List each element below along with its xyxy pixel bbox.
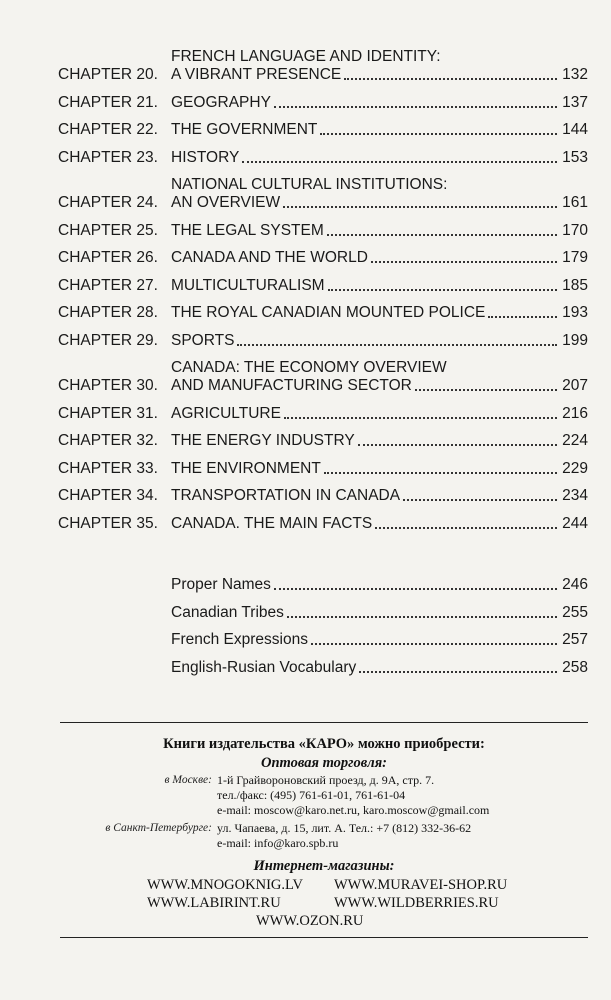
chapter-label: CHAPTER 32. — [58, 432, 158, 449]
shop-link[interactable]: WWW.MURAVEI-SHOP.RU — [334, 877, 508, 893]
table-of-contents — [58, 48, 588, 542]
page-number: 246 — [562, 576, 588, 593]
chapter-label: CHAPTER 30. — [58, 377, 158, 394]
chapter-title: THE ENERGY INDUSTRY — [171, 432, 355, 449]
toc-entry — [58, 515, 588, 533]
toc-entry — [58, 304, 588, 322]
address-line: ул. Чапаева, д. 15, лит. А. Тел.: +7 (812) 332-36-62 — [217, 821, 472, 835]
page-number: 161 — [562, 194, 588, 211]
shop-link[interactable]: WWW.LABIRINT.RU — [147, 895, 281, 911]
chapter-title: CANADA AND THE WORLD — [171, 249, 368, 266]
chapter-label: CHAPTER 29. — [58, 331, 158, 349]
page-number: 216 — [562, 404, 588, 422]
leader-dots — [415, 388, 557, 391]
page-number: 199 — [562, 331, 588, 349]
appendix-title: English-Rusian Vocabulary — [171, 658, 357, 676]
chapter-label: CHAPTER 24. — [58, 194, 158, 211]
toc-entry — [58, 48, 588, 84]
leader-dots — [359, 670, 557, 673]
appendix-title: Proper Names — [171, 576, 271, 593]
leader-dots — [274, 587, 557, 590]
phone-line: тел./факс: (495) 761-61-01, 761-61-04 — [217, 788, 406, 802]
page-number: 144 — [562, 121, 588, 138]
toc-entry — [58, 176, 588, 212]
address-line: 1-й Грайвороновский проезд, д. 9А, стр. 7. — [217, 773, 435, 787]
leader-dots — [274, 105, 557, 108]
chapter-title: AGRICULTURE — [171, 404, 281, 422]
toc-entry — [58, 432, 588, 450]
chapter-label: CHAPTER 34. — [58, 487, 158, 504]
spb-city-label: в Санкт-Петербурге: — [105, 822, 212, 834]
shop-link[interactable]: WWW.WILDBERRIES.RU — [334, 895, 499, 911]
chapter-title-line: AND MANUFACTURING SECTOR — [171, 377, 412, 394]
appendix-entry — [171, 631, 588, 649]
leader-dots — [237, 343, 557, 346]
page-number: 170 — [562, 221, 588, 239]
chapter-label: CHAPTER 20. — [58, 66, 158, 83]
chapter-title: THE LEGAL SYSTEM — [171, 221, 324, 239]
spb-address — [217, 821, 471, 851]
toc-entry — [58, 121, 588, 139]
leader-dots — [327, 233, 557, 236]
page-number: 258 — [562, 658, 588, 676]
email-line: e-mail: info@karo.spb.ru — [217, 836, 339, 850]
moscow-address — [217, 773, 489, 818]
leader-dots — [320, 132, 557, 135]
chapter-title: SPORTS — [171, 331, 235, 349]
chapter-title-line: FRENCH LANGUAGE AND IDENTITY: — [171, 48, 441, 65]
chapter-title-line: AN OVERVIEW — [171, 194, 281, 211]
chapter-label: CHAPTER 27. — [58, 276, 158, 294]
moscow-city-label: в Москве: — [164, 774, 212, 786]
leader-dots — [311, 642, 557, 645]
toc-entry — [58, 222, 588, 240]
leader-dots — [371, 260, 557, 263]
shop-link[interactable]: WWW.OZON.RU — [256, 913, 364, 929]
page-number: 193 — [562, 304, 588, 321]
chapter-title: THE GOVERNMENT — [171, 121, 318, 138]
online-shops-heading: Интернет-магазины: — [253, 858, 395, 874]
email-line: e-mail: moscow@karo.net.ru, karo.moscow@gmail.com — [217, 803, 490, 817]
chapter-title: TRANSPORTATION IN CANADA — [171, 487, 401, 504]
page-number: 137 — [562, 93, 588, 111]
chapter-title: THE ROYAL CANADIAN MOUNTED POLICE — [171, 304, 486, 321]
leader-dots — [328, 288, 557, 291]
chapter-title: MULTICULTURALISM — [171, 276, 325, 294]
toc-entry — [58, 277, 588, 295]
page-number: 185 — [562, 276, 588, 294]
chapter-title-line: CANADA: THE ECONOMY OVERVIEW — [171, 359, 447, 376]
chapter-title: THE ENVIRONMENT — [171, 459, 321, 477]
chapter-label: CHAPTER 25. — [58, 221, 158, 239]
toc-entry — [58, 359, 588, 395]
leader-dots — [403, 498, 557, 501]
leader-dots — [284, 416, 557, 419]
chapter-title: GEOGRAPHY — [171, 93, 271, 111]
bottom-divider — [60, 937, 588, 938]
chapter-label: CHAPTER 33. — [58, 459, 158, 477]
page-number: 255 — [562, 603, 588, 621]
toc-entry — [58, 149, 588, 167]
chapter-label: CHAPTER 21. — [58, 93, 158, 111]
page-number: 224 — [562, 432, 588, 449]
page-number: 132 — [562, 66, 588, 83]
leader-dots — [283, 205, 557, 208]
toc-entry — [58, 94, 588, 112]
appendix-entry — [171, 576, 588, 594]
leader-dots — [324, 471, 557, 474]
chapter-label: CHAPTER 23. — [58, 148, 158, 166]
appendix-list — [171, 576, 588, 686]
chapter-label: CHAPTER 28. — [58, 304, 158, 321]
chapter-title: CANADA. THE MAIN FACTS — [171, 514, 373, 532]
chapter-label: CHAPTER 22. — [58, 121, 158, 138]
page-number: 207 — [562, 377, 588, 394]
advert-title: Книги издательства «КАРО» можно приобрести: — [163, 736, 485, 752]
leader-dots — [344, 77, 557, 80]
chapter-label: CHAPTER 31. — [58, 404, 158, 422]
appendix-entry — [171, 604, 588, 622]
leader-dots — [488, 315, 557, 318]
toc-entry — [58, 332, 588, 350]
wholesale-heading: Оптовая торговля: — [260, 755, 387, 771]
chapter-label: CHAPTER 26. — [58, 249, 158, 266]
chapter-title-line: A VIBRANT PRESENCE — [171, 66, 342, 83]
page-number: 229 — [562, 459, 588, 477]
leader-dots — [375, 526, 557, 529]
appendix-title: French Expressions — [171, 631, 308, 648]
appendix-entry — [171, 659, 588, 677]
toc-entry — [58, 249, 588, 267]
page-number: 153 — [562, 148, 588, 166]
leader-dots — [358, 443, 557, 446]
page-number: 179 — [562, 249, 588, 266]
chapter-title-line: NATIONAL CULTURAL INSTITUTIONS: — [171, 176, 448, 193]
chapter-title: HISTORY — [171, 148, 240, 166]
chapter-label: CHAPTER 35. — [58, 514, 158, 532]
shop-link[interactable]: WWW.MNOGOKNIG.LV — [147, 877, 303, 893]
page-number: 244 — [562, 514, 588, 532]
leader-dots — [287, 615, 557, 618]
leader-dots — [242, 160, 557, 163]
appendix-title: Canadian Tribes — [171, 603, 284, 621]
page-number: 257 — [562, 631, 588, 648]
toc-entry — [58, 405, 588, 423]
toc-entry — [58, 487, 588, 505]
top-divider — [60, 722, 588, 723]
toc-entry — [58, 460, 588, 478]
page-number: 234 — [562, 487, 588, 504]
